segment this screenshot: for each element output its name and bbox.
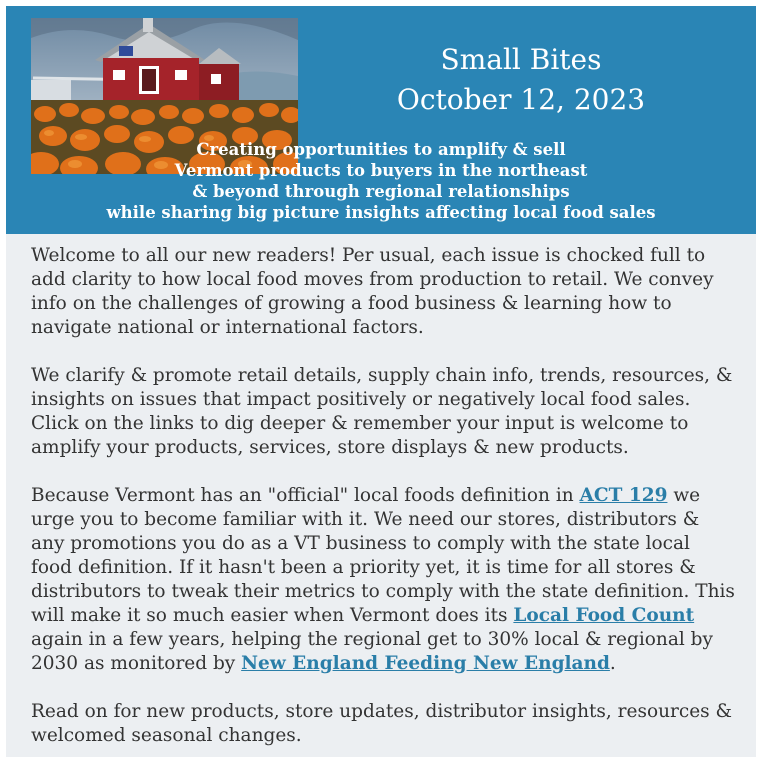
act-129-link[interactable]: ACT 129 bbox=[579, 485, 668, 506]
tagline-line: while sharing big picture insights affecting local food sales bbox=[106, 203, 656, 222]
tagline-line: & beyond through regional relationships bbox=[192, 182, 570, 201]
intro-paragraph: Welcome to all our new readers! Per usual, each issue is chocked full to add clarity to how local food moves from production to retail. We convey info on the challenges of growing a food business & learning how to navigate national or international factors. bbox=[31, 245, 714, 338]
newsletter-body bbox=[31, 244, 736, 748]
tagline-line: Creating opportunities to amplify & sell bbox=[196, 140, 566, 159]
tagline-line: Vermont products to buyers in the northeast bbox=[174, 161, 588, 180]
new-england-feeding-new-england-link[interactable]: New England Feeding New England bbox=[241, 653, 610, 674]
newsletter-date: October 12, 2023 bbox=[396, 83, 646, 116]
read-on-paragraph: Read on for new products, store updates, distributor insights, resources & welcomed seasonal changes. bbox=[31, 701, 733, 746]
local-food-definition-paragraph: Because Vermont has an "official" local foods definition in ACT 129 we urge you to become familiar with it. We need our stores, distributors & any promotions you do as a VT business to comply with the state local food definition. If it hasn't been a priority yet, it is time for all stores & distributors to tweak their metrics to comply with the state definition. This will make it so much easier when Vermont does its Local Food Count again in a few years, helping the regional get to 30% local & regional by 2030 as monitored by New England Feeding New England. bbox=[31, 485, 735, 674]
newsletter-header bbox=[6, 6, 756, 234]
newsletter-title: Small Bites bbox=[440, 43, 602, 76]
mission-paragraph: We clarify & promote retail details, supply chain info, trends, resources, & insights on issues that impact positively or negatively local food sales. Click on the links to dig deeper & remember your input is welcome to amplify your products, services, store displays & new products. bbox=[31, 365, 733, 458]
local-food-count-link[interactable]: Local Food Count bbox=[513, 605, 695, 626]
newsletter-frame bbox=[6, 6, 756, 757]
